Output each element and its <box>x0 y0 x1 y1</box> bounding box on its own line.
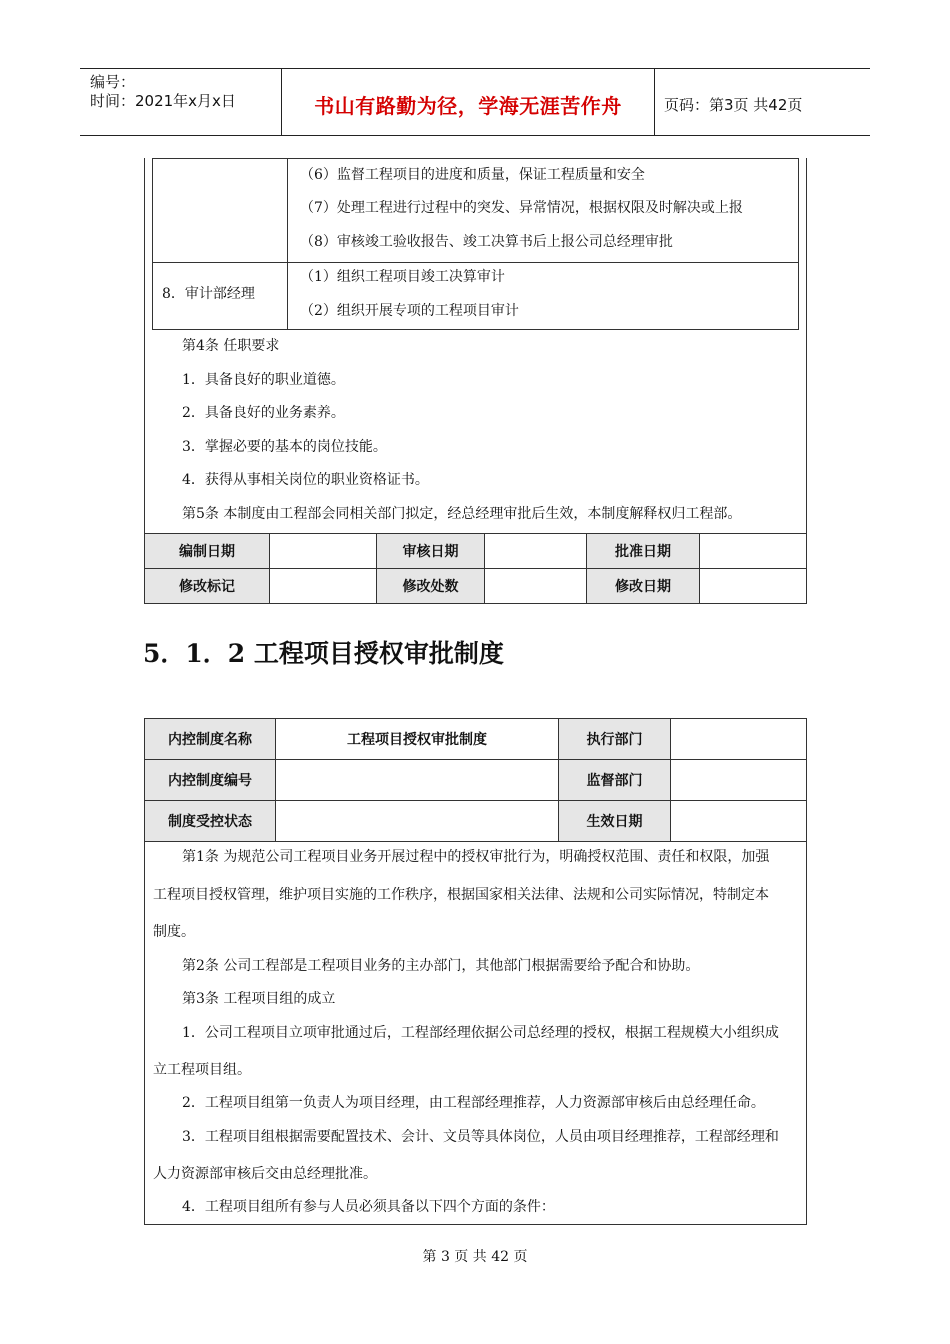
info-label: 内控制度名称 <box>144 718 276 760</box>
info-name-value: 工程项目授权审批制度 <box>275 718 559 760</box>
info-label: 生效日期 <box>558 800 671 842</box>
article-4-title: 第4条 任职要求 <box>182 338 280 354</box>
sign-value <box>269 568 377 604</box>
article-4-item: 2．具备良好的业务素养。 <box>182 405 345 421</box>
article-3-item-cont: 立工程项目组。 <box>153 1062 251 1078</box>
article-1-cont: 制度。 <box>153 924 195 940</box>
sign-value <box>699 568 807 604</box>
info-value <box>275 800 559 842</box>
header-top-rule <box>80 68 870 69</box>
doc-number-label: 编号： <box>90 73 136 91</box>
article-4-item: 4．获得从事相关岗位的职业资格证书。 <box>182 472 429 488</box>
article-3-item: 2．工程项目组第一负责人为项目经理，由工程部经理推荐，人力资源部审核后由总经理任命。 <box>182 1095 765 1111</box>
header-bottom-rule <box>80 135 870 136</box>
header-motto: 书山有路勤为径，学海无涯苦作舟 <box>314 94 622 118</box>
article-1-cont: 工程项目授权管理，维护项目实施的工作秩序，根据国家相关法律、法规和公司实际情况，特制定本 <box>153 887 769 903</box>
duty-table-column-divider <box>287 158 288 330</box>
article-3-item: 4．工程项目组所有参与人员必须具备以下四个方面的条件： <box>182 1199 555 1215</box>
page-indicator: 页码：第3页 共42页 <box>664 96 803 114</box>
duty-table-row-divider <box>152 262 799 263</box>
sign-label: 修改日期 <box>586 568 700 604</box>
duty-role-audit-manager: 8．审计部经理 <box>162 286 255 302</box>
duty-item: （8）审核竣工验收报告、竣工决算书后上报公司总经理审批 <box>300 234 673 250</box>
sign-value <box>484 568 587 604</box>
duty-item: （1）组织工程项目竣工决算审计 <box>300 269 505 285</box>
section-title: 5．1．2 工程项目授权审批制度 <box>143 639 504 668</box>
page-footer: 第 3 页 共 42 页 <box>422 1249 528 1265</box>
info-value <box>670 759 807 801</box>
sign-label: 审核日期 <box>376 533 485 569</box>
header-divider <box>281 68 282 135</box>
info-value <box>275 759 559 801</box>
article-5: 第5条 本制度由工程部会同相关部门拟定，经总经理审批后生效，本制度解释权归工程部。 <box>182 506 742 522</box>
info-label: 内控制度编号 <box>144 759 276 801</box>
sign-label: 修改处数 <box>376 568 485 604</box>
sign-value <box>699 533 807 569</box>
sign-label: 修改标记 <box>144 568 270 604</box>
header-divider <box>654 68 655 135</box>
article-4-item: 1．具备良好的职业道德。 <box>182 372 345 388</box>
info-value <box>670 718 807 760</box>
duty-item: （2）组织开展专项的工程项目审计 <box>300 303 519 319</box>
article-2: 第2条 公司工程部是工程项目业务的主办部门，其他部门根据需要给予配合和协助。 <box>182 958 700 974</box>
sign-label: 编制日期 <box>144 533 270 569</box>
info-value <box>670 800 807 842</box>
info-label: 制度受控状态 <box>144 800 276 842</box>
info-label: 执行部门 <box>558 718 671 760</box>
sign-value <box>484 533 587 569</box>
article-1: 第1条 为规范公司工程项目业务开展过程中的授权审批行为，明确授权范围、责任和权限，加强 <box>182 849 770 865</box>
article-3-item: 1．公司工程项目立项审批通过后，工程部经理依据公司总经理的授权，根据工程规模大小组织成 <box>182 1025 779 1041</box>
doc-time-label: 时间：2021年x月x日 <box>90 92 236 110</box>
article-4-item: 3．掌握必要的基本的岗位技能。 <box>182 439 387 455</box>
sign-value <box>269 533 377 569</box>
article-3-title: 第3条 工程项目组的成立 <box>182 991 336 1007</box>
sign-label: 批准日期 <box>586 533 700 569</box>
article-3-item-cont: 人力资源部审核后交由总经理批准。 <box>153 1166 377 1182</box>
duty-item: （6）监督工程项目的进度和质量，保证工程质量和安全 <box>300 167 645 183</box>
article-3-item: 3．工程项目组根据需要配置技术、会计、文员等具体岗位，人员由项目经理推荐，工程部经理和 <box>182 1129 779 1145</box>
duty-item: （7）处理工程进行过程中的突发、异常情况，根据权限及时解决或上报 <box>300 200 743 216</box>
info-label: 监督部门 <box>558 759 671 801</box>
